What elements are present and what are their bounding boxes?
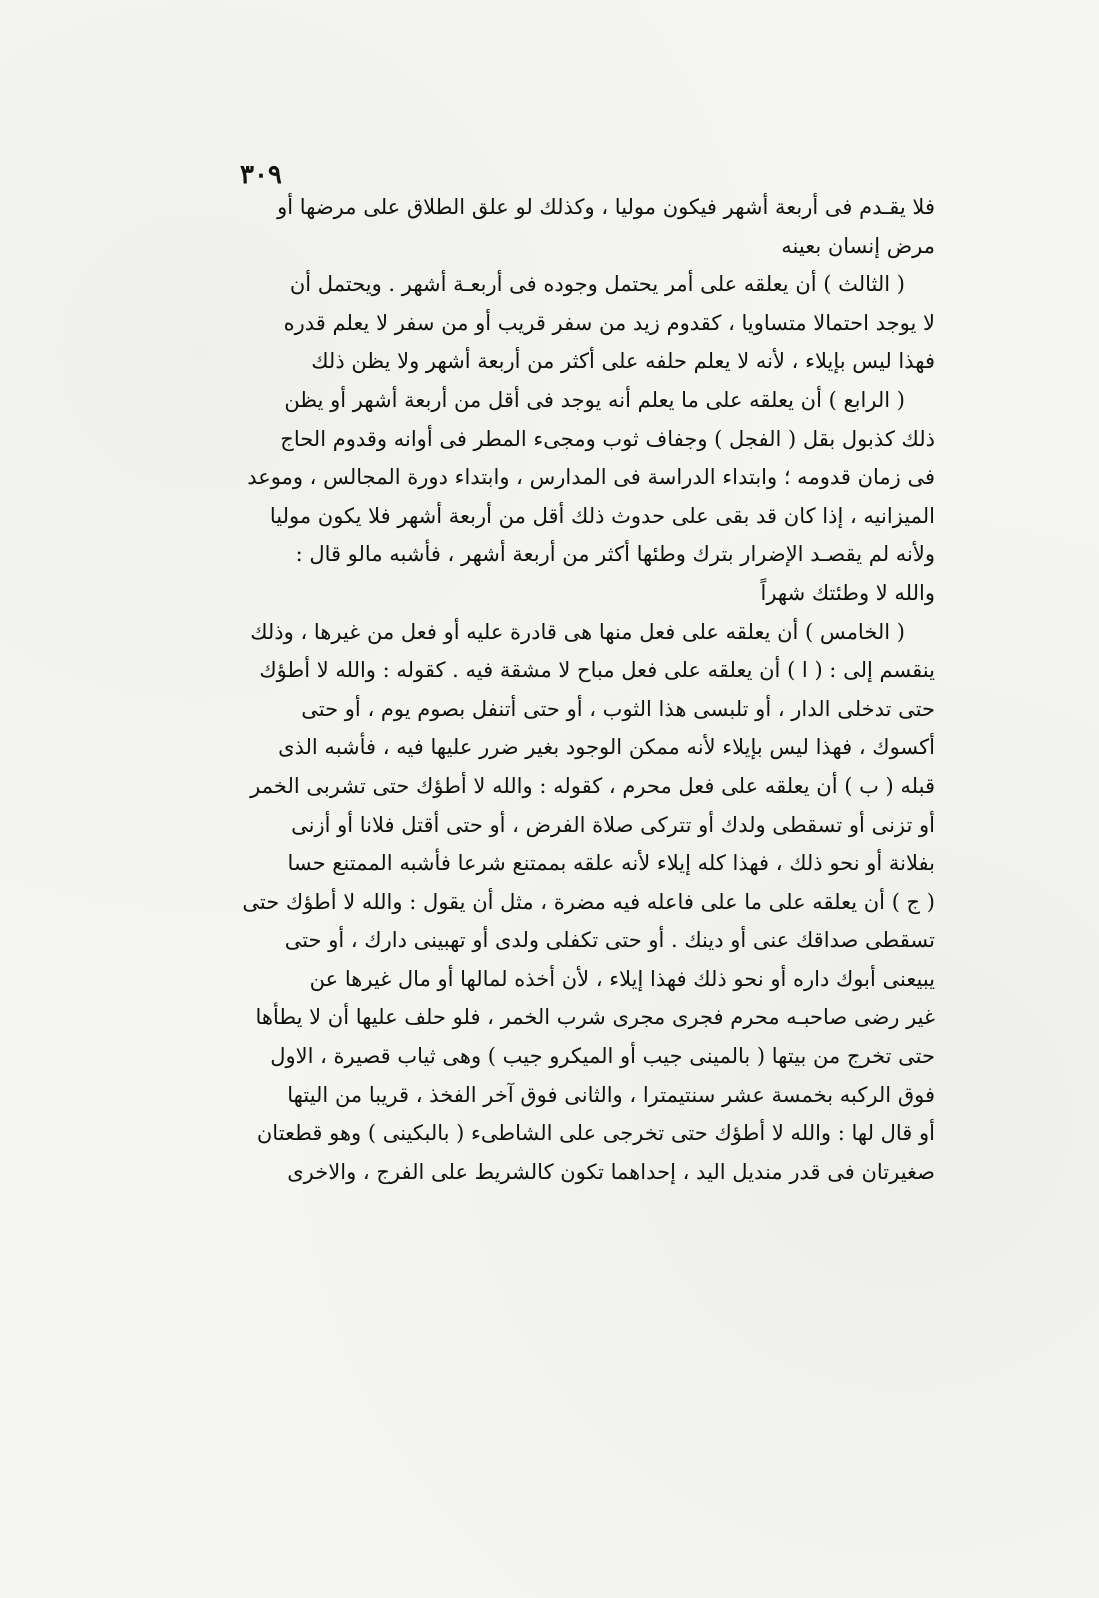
text-line: ( الخامس ) أن يعلقه على فعل منها هى قادرة عليه أو فعل من غيرها ، وذلك	[250, 619, 905, 644]
text-line: غير رضى صاحبـه محرم فجرى مجرى شرب الخمر ، فلو حلف عليها أن لا يطأها	[255, 1005, 935, 1030]
text-line: ولأنه لم يقصـد الإضرار بترك وطئها أكثر من أربعة أشهر ، فأشبه مالو قال :	[295, 542, 935, 567]
text-line: ( ج ) أن يعلقه على ما على فاعله فيه مضرة ، مثل أن يقول : والله لا أطؤك حتى	[242, 889, 935, 914]
text-line: فوق الركبه بخمسة عشر سنتيمترا ، والثانى فوق آخر الفخذ ، قريبا من اليتها	[287, 1082, 935, 1107]
text-line: لا يوجد احتمالا متساويا ، كقدوم زيد من سفر قريب أو من سفر لا يعلم قدره	[283, 310, 935, 335]
text-line: ( الثالث ) أن يعلقه على أمر يحتمل وجوده فى أربعـة أشهر . ويحتمل أن	[289, 272, 905, 297]
text-line: فى زمان قدومه ؛ وابتداء الدراسة فى المدارس ، وابتداء دورة المجالس ، وموعد	[247, 465, 935, 490]
text-line: والله لا وطئتك شهراً	[760, 580, 935, 605]
text-line: قبله ( ب ) أن يعلقه على فعل محرم ، كقوله : والله لا أطؤك حتى تشربى الخمر	[250, 773, 935, 798]
text-line: تسقطى صداقك عنى أو دينك . أو حتى تكفلى ولدى أو تهبينى دارك ، أو حتى	[284, 928, 935, 953]
text-line: صغيرتان فى قدر منديل اليد ، إحداهما تكون كالشريط على الفرج ، والاخرى	[287, 1159, 935, 1184]
text-line: أو قال لها : والله لا أطؤك حتى تخرجى على الشاطىء ( بالبكينى ) وهو قطعتان	[256, 1121, 935, 1146]
body-text	[195, 188, 935, 1191]
text-line: حتى تدخلى الدار ، أو تلبسى هذا الثوب ، أو حتى أتنفل بصوم يوم ، أو حتى	[301, 696, 935, 721]
text-line: حتى تخرج من بيتها ( بالمينى جيب أو الميكرو جيب ) وهى ثياب قصيرة ، الاول	[270, 1044, 935, 1069]
text-line: أكسوك ، فهذا ليس بإيلاء لأنه ممكن الوجود بغير ضرر عليها فيه ، فأشبه الذى	[278, 735, 935, 760]
text-line: فلا يقـدم فى أربعة أشهر فيكون موليا ، وكذلك لو علق الطلاق على مرضها أو	[277, 195, 935, 219]
page-number: ٣٠٩	[240, 160, 282, 190]
text-line: بفلانة أو نحو ذلك ، فهذا كله إيلاء لأنه علقه بممتنع شرعا فأشبه الممتنع حسا	[287, 851, 935, 876]
text-line: ( الرابع ) أن يعلقه على ما يعلم أنه يوجد فى أقل من أربعة أشهر أو يظن	[284, 387, 905, 412]
text-line: أو تزنى أو تسقطى ولدك أو تتركى صلاة الفرض ، أو حتى أقتل فلانا أو أزنى	[291, 812, 935, 837]
text-line: يبيعنى أبوك داره أو نحو ذلك فهذا إيلاء ، لأن أخذه لمالها أو مال غيرها عن	[309, 966, 935, 991]
text-line: مرض إنسان بعينه	[781, 233, 935, 258]
text-line: فهذا ليس بإيلاء ، لأنه لا يعلم حلفه على أكثر من أربعة أشهر ولا يظن ذلك	[311, 349, 935, 374]
text-line: الميزانيه ، إذا كان قد بقى على حدوث ذلك أقل من أربعة أشهر فلا يكون موليا	[269, 503, 935, 528]
text-line: ينقسم إلى : ( ا ) أن يعلقه على فعل مباح لا مشقة فيه . كقوله : والله لا أطؤك	[259, 658, 935, 683]
text-line: ذلك كذبول بقل ( الفجل ) وجفاف ثوب ومجىء المطر فى أوانه وقدوم الحاج	[280, 426, 935, 451]
